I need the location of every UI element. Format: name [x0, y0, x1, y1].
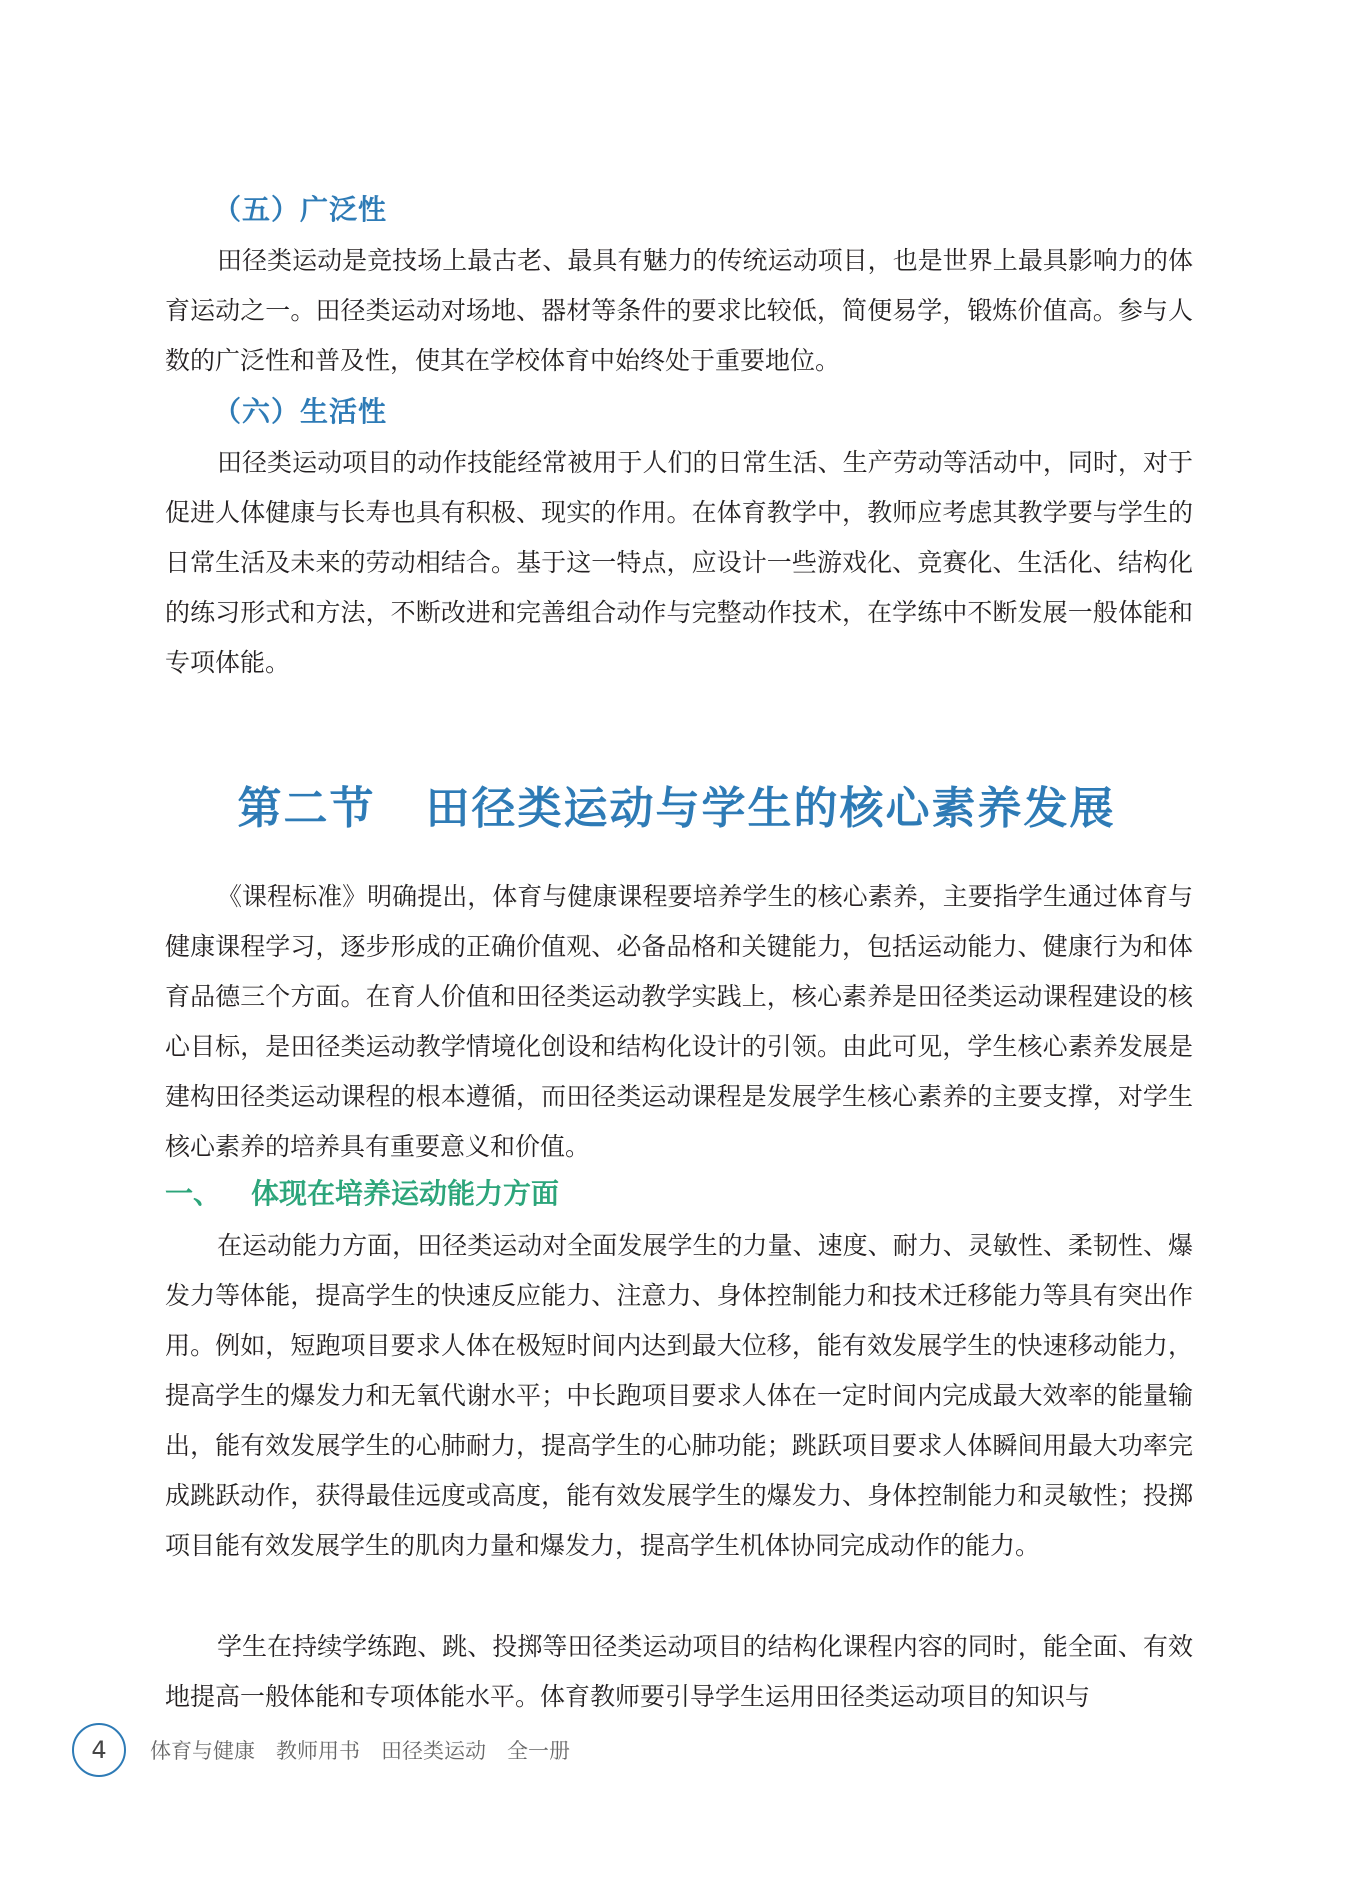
paragraph-guangfanxing: 田径类运动是竞技场上最古老、最具有魅力的传统运动项目，也是世界上最具影响力的体育运动之一。田径类运动对场地、器材等条件的要求比较低，简便易学，锻炼价值高。参与人数的广泛性和普及性，使其在学校体育中始终处于重要地位。: [165, 246, 1193, 375]
page-number: 4: [72, 1723, 126, 1777]
page-footer: [72, 1720, 570, 1780]
subsection-heading-shenghuoxing: （六）生活性: [213, 395, 388, 428]
paragraph-continued: 学生在持续学练跑、跳、投掷等田径类运动项目的结构化课程内容的同时，能全面、有效地提高一般体能和专项体能水平。体育教师要引导学生运用田径类运动项目的知识与: [165, 1632, 1193, 1711]
section-title: [0, 772, 1353, 836]
paragraph-motor-ability: 在运动能力方面，田径类运动对全面发展学生的力量、速度、耐力、灵敏性、柔韧性、爆发力等体能，提高学生的快速反应能力、注意力、身体控制能力和技术迁移能力等具有突出作用。例如，短跑项目要求人体在极短时间内达到最大位移，能有效发展学生的快速移动能力，提高学生的爆发力和无氧代谢水平；中长跑项目要求人体在一定时间内完成最大效率的能量输出，能有效发展学生的心肺耐力，提高学生的心肺功能；跳跃项目要求人体瞬间用最大功率完成跳跃动作，获得最佳远度或高度，能有效发展学生的爆发力、身体控制能力和灵敏性；投掷项目能有效发展学生的肌肉力量和爆发力，提高学生机体协同完成动作的能力。: [165, 1231, 1193, 1560]
heading-number: 一、: [165, 1177, 222, 1210]
paragraph-intro: 《课程标准》明确提出，体育与健康课程要培养学生的核心素养，主要指学生通过体育与健康课程学习，逐步形成的正确价值观、必备品格和关键能力，包括运动能力、健康行为和体育品德三个方面。在育人价值和田径类运动教学实践上，核心素养是田径类运动课程建设的核心目标，是田径类运动教学情境化创设和结构化设计的引领。由此可见，学生核心素养发展是建构田径类运动课程的根本遵循，而田径类运动课程是发展学生核心素养的主要支撑，对学生核心素养的培养具有重要意义和价值。: [165, 882, 1193, 1161]
heading-text: 体现在培养运动能力方面: [251, 1177, 560, 1210]
subsection-heading-guangfanxing: （五）广泛性: [213, 193, 388, 226]
book-title: 体育与健康 教师用书 田径类运动 全一册: [150, 1739, 570, 1763]
section-number: 第二节: [237, 783, 376, 834]
section-title-text: 田径类运动与学生的核心素养发展: [425, 783, 1116, 834]
heading-motor-ability: [165, 1172, 559, 1212]
paragraph-shenghuoxing: 田径类运动项目的动作技能经常被用于人们的日常生活、生产劳动等活动中，同时，对于促进人体健康与长寿也具有积极、现实的作用。在体育教学中，教师应考虑其教学要与学生的日常生活及未来的劳动相结合。基于这一特点，应设计一些游戏化、竞赛化、生活化、结构化的练习形式和方法，不断改进和完善组合动作与完整动作技术，在学练中不断发展一般体能和专项体能。: [165, 448, 1193, 677]
